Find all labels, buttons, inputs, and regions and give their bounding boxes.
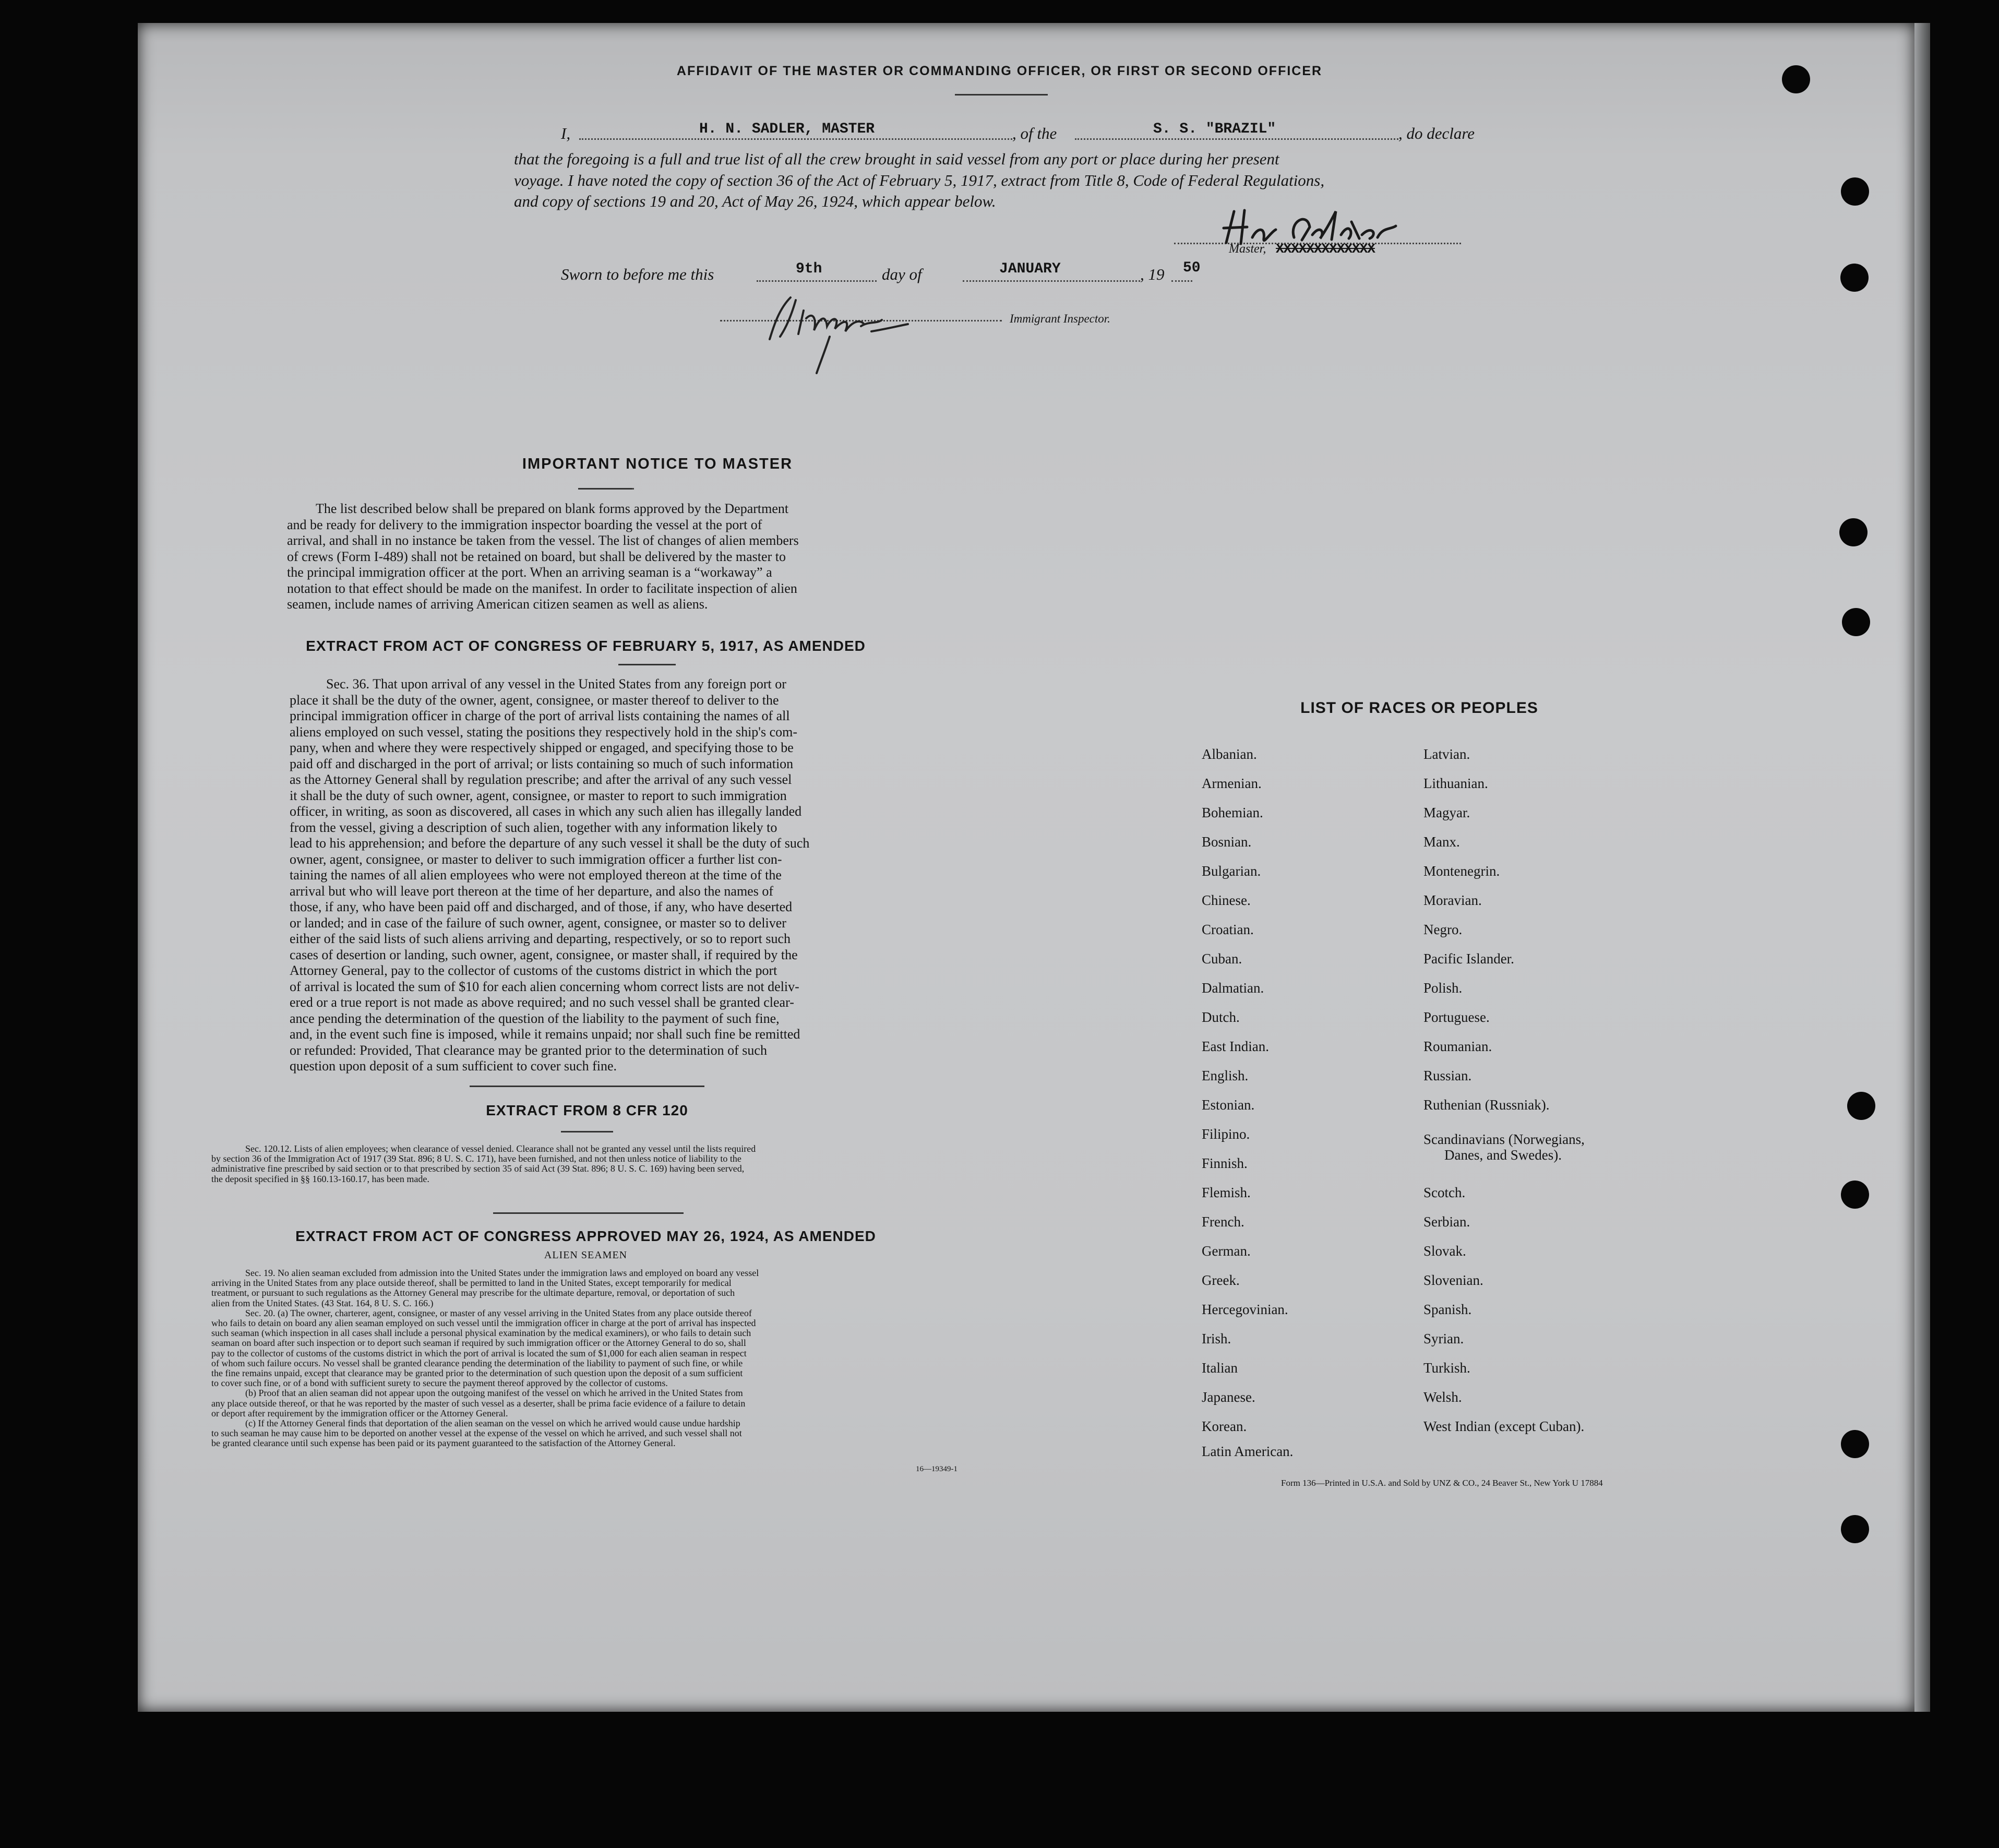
notice-title: IMPORTANT NOTICE TO MASTER <box>522 456 793 472</box>
extract-1924-line: Sec. 19. No alien seaman excluded from admission into the United States under the immigration laws and employed on board any vessel <box>245 1268 759 1278</box>
extract-1924-line: alien from the United States. (43 Stat. 164, 8 U. S. C. 166.) <box>211 1297 434 1308</box>
title-underline <box>955 94 1048 96</box>
notice-line: the principal immigration officer at the port. When an arriving seaman is a “workaway” a <box>287 565 772 580</box>
extract-1917-line: Attorney General, pay to the collector of customs of the customs district in which the port <box>290 963 777 978</box>
extract-1924-line: seaman on board after such inspection or to deport such seaman if required by such immigration officer or the Attorney General to do so, shall <box>211 1338 746 1349</box>
race-item: French. <box>1202 1214 1244 1230</box>
notice-underline <box>578 488 632 490</box>
extract-1924-text <box>211 1268 963 1449</box>
extract-1917-line: either of the said lists of such aliens arriving and departing, respectively, or so to report such <box>290 931 791 946</box>
race-item: Scandinavians (Norwegians, <box>1423 1131 1585 1147</box>
extract-cfr-line: the deposit specified in §§ 160.13-160.17, has been made. <box>211 1173 429 1184</box>
extract-1917-line: aliens employed on such vessel, stating the positions they respectively hold in the ship's com- <box>290 724 798 740</box>
extract-1917-line: or landed; and in case of the failure of such owner, agent, consignee, or master so to deliver <box>290 915 786 931</box>
affidavit-title: AFFIDAVIT OF THE MASTER OR COMMANDING OFFICER, OR FIRST OR SECOND OFFICER <box>676 64 1323 78</box>
race-item: Flemish. <box>1202 1185 1251 1200</box>
extract-1924-subtitle: ALIEN SEAMEN <box>544 1249 628 1261</box>
sworn-label: Sworn to before me this <box>561 265 714 283</box>
extract-1924-line: or deport after requirement by the immigration officer or the Attorney General. <box>211 1408 508 1418</box>
extract-1917-line: arrival but who will leave port thereon at the time of her departure, and also the names of <box>290 883 773 899</box>
extract-cfr-line: Sec. 120.12. Lists of alien employees; when clearance of vessel denied. Clearance shall not be granted any vessel until the lists required <box>245 1143 756 1154</box>
notice-line: arrival, and shall in no instance be taken from the vessel. The list of changes of alien members <box>287 533 799 548</box>
extract-1924-title: EXTRACT FROM ACT OF CONGRESS APPROVED MAY 26, 1924, AS AMENDED <box>295 1228 876 1244</box>
race-item: Magyar. <box>1423 805 1470 820</box>
race-item: Korean. <box>1202 1418 1247 1434</box>
of-the-label: , of the <box>1012 124 1057 142</box>
extract-1924-line: any place outside thereof, or that he was reported by the master of such vessel as a deserter, shall be prima facie evidence of a failure to detain <box>211 1398 746 1409</box>
notice-line: notation to that effect should be made on the manifest. In order to facilitate inspection of alien <box>287 580 797 596</box>
extract-1917-line: owner, agent, consignee, or master to deliver to such immigration officer a further list con- <box>290 851 782 867</box>
race-item: Spanish. <box>1423 1302 1472 1317</box>
vessel-name-value: S. S. "BRAZIL" <box>1153 121 1276 137</box>
extract-1924-line: (b) Proof that an alien seaman did not appear upon the outgoing manifest of the vessel on which he arrived in the United States from <box>245 1388 743 1399</box>
extract-1924-line: be granted clearance until such expense has been paid or its payment guaranteed to the satisfaction of the Attorney General. <box>211 1438 676 1449</box>
extract-cfr-line: by section 36 of the Immigration Act of 1917 (39 Stat. 896; 8 U. S. C. 171), have been furnished, and not then unless notice of liability to the <box>211 1153 741 1164</box>
extract-cfr-text <box>211 1144 963 1184</box>
affidavit-line-1: that the foregoing is a full and true list of all the crew brought in said vessel from any port or place during her present <box>514 150 1279 168</box>
extract-1924-line: who fails to detain on board any alien seaman employed on such vessel until the immigration officer in charge at the port of arrival has inspected <box>211 1318 756 1329</box>
race-item: Bosnian. <box>1202 834 1252 850</box>
binder-hole <box>1841 1430 1869 1458</box>
race-item: Japanese. <box>1202 1389 1255 1405</box>
extract-1924-line: pay to the collector of customs of the customs district in which the port of arrival is located the sum of $1,000 for each alien seaman in respect <box>211 1348 747 1358</box>
extract-1924-line: to such seaman he may cause him to be deported on another vessel at the expense of the vessel on which he arrived, and such vessel shall not <box>211 1428 742 1439</box>
race-item: Chinese. <box>1202 892 1251 908</box>
extract-1917-line: those, if any, who have been paid off and discharged, and of those, if any, who have deserted <box>290 899 793 914</box>
extract-1917-line: and, in the event such fine is imposed, while it remains unpaid; nor shall such fine be remitted <box>290 1027 800 1042</box>
race-item: Cuban. <box>1202 951 1242 967</box>
race-item: Serbian. <box>1423 1214 1470 1230</box>
extract-1924-line: arriving in the United States from any place outside thereof, shall be permitted to land in the United States, except temporarily for medical <box>211 1278 732 1289</box>
race-item: Pacific Islander. <box>1423 951 1514 967</box>
extract-1917-line: of arrival is located the sum of $10 for each alien concerning whom correct lists are not deliv- <box>290 979 799 994</box>
vessel-blank <box>1075 138 1398 140</box>
race-item: Armenian. <box>1202 776 1262 791</box>
extract-1924-line: of whom such failure occurs. No vessel shall be granted clearance pending the determination of the liability to payment of such fine, or while <box>211 1357 743 1368</box>
notice-line: seamen, include names of arriving American citizen seamen as well as aliens. <box>287 597 708 612</box>
race-item: Greek. <box>1202 1272 1240 1288</box>
race-item: Negro. <box>1423 922 1463 937</box>
extract-1924-line: the fine remains unpaid, except that clearance may be granted prior to the determination of such question upon the deposit of a sum sufficient <box>211 1368 743 1379</box>
race-item: East Indian. <box>1202 1039 1269 1054</box>
binder-hole <box>1840 264 1869 292</box>
extract-1917-line: from the vessel, giving a description of such alien, together with any information likely to <box>290 819 777 835</box>
extract-1924-line: to cover such fine, or of a bond with sufficient surety to secure the payment thereof approved by the collector of customs. <box>211 1378 668 1389</box>
struck-out-title: XXXXXXXXXXXXX <box>1276 241 1375 257</box>
race-item: Croatian. <box>1202 922 1254 937</box>
race-item: Syrian. <box>1423 1331 1464 1346</box>
race-item: Filipino. <box>1202 1126 1250 1142</box>
form-note: Form 136—Printed in U.S.A. and Sold by UNZ & CO., 24 Beaver St., New York U 17884 <box>1281 1478 1603 1488</box>
declare-label: , do declare <box>1398 124 1475 142</box>
extract-1917-line: officer, in writing, as soon as discovered, all cases in which any such alien has illegally landed <box>290 804 802 819</box>
extract-1924-line: Sec. 20. (a) The owner, charterer, agent, consignee, or master of any vessel arriving in the United States from any place outside thereof <box>245 1307 752 1318</box>
year-blank <box>1171 280 1192 282</box>
race-item: West Indian (except Cuban). <box>1423 1418 1585 1434</box>
page-edge <box>1914 23 1930 1712</box>
race-item: Finnish. <box>1202 1155 1248 1171</box>
extract-1917-line: question upon deposit of a sum sufficient to cover such fine. <box>290 1058 617 1074</box>
extract-cfr-underline <box>561 1131 613 1132</box>
race-item: Lithuanian. <box>1423 776 1488 791</box>
binder-hole <box>1847 1092 1875 1120</box>
extract-cfr-title: EXTRACT FROM 8 CFR 120 <box>486 1102 688 1118</box>
extract-1917-line: ered or a true report is not made as above required; and no such vessel shall be granted clear- <box>290 995 794 1010</box>
month-blank <box>963 280 1140 282</box>
divider <box>493 1212 684 1214</box>
extract-1917-line: Sec. 36. That upon arrival of any vessel in the United States from any foreign port or <box>326 676 786 691</box>
name-blank <box>579 138 1012 140</box>
binder-hole <box>1841 177 1869 206</box>
race-item: Dutch. <box>1202 1009 1240 1025</box>
divider <box>470 1086 704 1087</box>
race-item: Russian. <box>1423 1068 1472 1083</box>
race-item: Dalmatian. <box>1202 980 1264 996</box>
race-item: Ruthenian (Russniak). <box>1423 1097 1550 1113</box>
inspector-label: Immigrant Inspector. <box>1010 312 1110 325</box>
race-item: Albanian. <box>1202 746 1257 762</box>
race-item: Moravian. <box>1423 892 1482 908</box>
master-label: Master, <box>1229 242 1266 256</box>
notice-paragraph <box>287 501 879 613</box>
extract-1917-line: it shall be the duty of such owner, agent, consignee, or master to report to such immigration <box>290 788 787 803</box>
extract-1917-line: as the Attorney General shall by regulation prescribe; and after the arrival of any such vessel <box>290 772 792 787</box>
extract-1917-line: paid off and discharged in the port of arrival; or lists containing so much of such information <box>290 756 794 771</box>
extract-cfr-line: administrative fine prescribed by said section or to that prescribed by section 35 of said Act (39 Stat. 896; 8 U. S. C. 169) having been served, <box>211 1163 745 1174</box>
race-item: Hercegovinian. <box>1202 1302 1288 1317</box>
inspector-signature <box>767 290 1002 378</box>
print-code: 16—19349-1 <box>916 1465 957 1473</box>
notice-line: The list described below shall be prepared on blank forms approved by the Department <box>316 501 789 516</box>
race-item: Turkish. <box>1423 1360 1470 1376</box>
extract-1917-line: ance pending the determination of the question of the liability to the payment of such fine, <box>290 1010 780 1026</box>
extract-1924-line: such seaman (which inspection in all cases shall include a personal physical examination by the medical examiners), or who fails to detain such <box>211 1328 751 1339</box>
day-value: 9th <box>796 261 822 277</box>
binder-hole <box>1841 1181 1869 1209</box>
race-item: Latin American. <box>1202 1444 1294 1459</box>
notice-line: of crews (Form I-489) shall not be retained on board, but shall be delivered by the master to <box>287 549 786 564</box>
race-item: Slovak. <box>1423 1243 1466 1259</box>
notice-line: and be ready for delivery to the immigration inspector boarding the vessel at the port of <box>287 517 762 532</box>
i-label: I, <box>561 124 571 142</box>
year-prefix: , 19 <box>1140 265 1165 283</box>
race-item: Bulgarian. <box>1202 863 1261 879</box>
month-value: JANUARY <box>999 261 1061 277</box>
binder-hole <box>1839 518 1868 546</box>
race-item: Bohemian. <box>1202 805 1263 820</box>
race-item: Scotch. <box>1423 1185 1466 1200</box>
race-item: Portuguese. <box>1423 1009 1490 1025</box>
affidavit-line-3: and copy of sections 19 and 20, Act of May 26, 1924, which appear below. <box>514 192 996 210</box>
race-item: English. <box>1202 1068 1249 1083</box>
extract-1924-line: (c) If the Attorney General finds that deportation of the alien seaman on the vessel on which he arrived would cause undue hardship <box>245 1418 740 1429</box>
extract-1924-line: treatment, or pursuant to such regulations as the Attorney General may prescribe for the ultimate departure, removal, or deportation of such <box>211 1287 735 1298</box>
race-item: Roumanian. <box>1423 1039 1492 1054</box>
race-item: Latvian. <box>1423 746 1470 762</box>
extract-1917-line: or refunded: Provided, That clearance may be granted prior to the determination of such <box>290 1042 767 1058</box>
day-of-label: day of <box>882 265 922 283</box>
race-item: Welsh. <box>1423 1389 1462 1405</box>
race-item: German. <box>1202 1243 1251 1259</box>
race-item: Polish. <box>1423 980 1463 996</box>
extract-1917-line: place it shall be the duty of the owner, agent, consignee, or master thereof to deliver to the <box>290 692 779 708</box>
extract-1917-title: EXTRACT FROM ACT OF CONGRESS OF FEBRUARY 5, 1917, AS AMENDED <box>306 638 866 654</box>
race-item: Italian <box>1202 1360 1238 1376</box>
race-item: Irish. <box>1202 1331 1231 1346</box>
master-name-value: H. N. SADLER, MASTER <box>699 121 875 137</box>
extract-1917-text <box>290 676 879 1075</box>
extract-1917-line: lead to his apprehension; and before the departure of any such vessel it shall be the duty of such <box>290 836 810 851</box>
extract-1917-underline <box>618 664 676 665</box>
day-blank <box>757 280 877 282</box>
race-item: Slovenian. <box>1423 1272 1483 1288</box>
race-item: Danes, and Swedes). <box>1444 1147 1562 1163</box>
races-title: LIST OF RACES OR PEOPLES <box>1300 699 1538 717</box>
affidavit-line-2: voyage. I have noted the copy of section 36 of the Act of February 5, 1917, extract from Title 8, Code of Federal Regulations, <box>514 171 1325 189</box>
race-item: Montenegrin. <box>1423 863 1500 879</box>
binder-hole <box>1842 608 1870 636</box>
year-value: 50 <box>1183 260 1201 276</box>
extract-1917-line: taining the names of all alien employees who were not employed thereon at the time of the <box>290 867 782 883</box>
race-item: Manx. <box>1423 834 1460 850</box>
extract-1917-line: cases of desertion or landing, such owner, agent, consignee, or master shall, if required by the <box>290 947 798 962</box>
extract-1917-line: pany, when and where they were respectively shipped or engaged, and specifying those to be <box>290 740 794 755</box>
race-item: Estonian. <box>1202 1097 1255 1113</box>
binder-hole <box>1841 1515 1869 1543</box>
extract-1917-line: principal immigration officer in charge of the port of arrival lists containing the names of all <box>290 708 790 723</box>
